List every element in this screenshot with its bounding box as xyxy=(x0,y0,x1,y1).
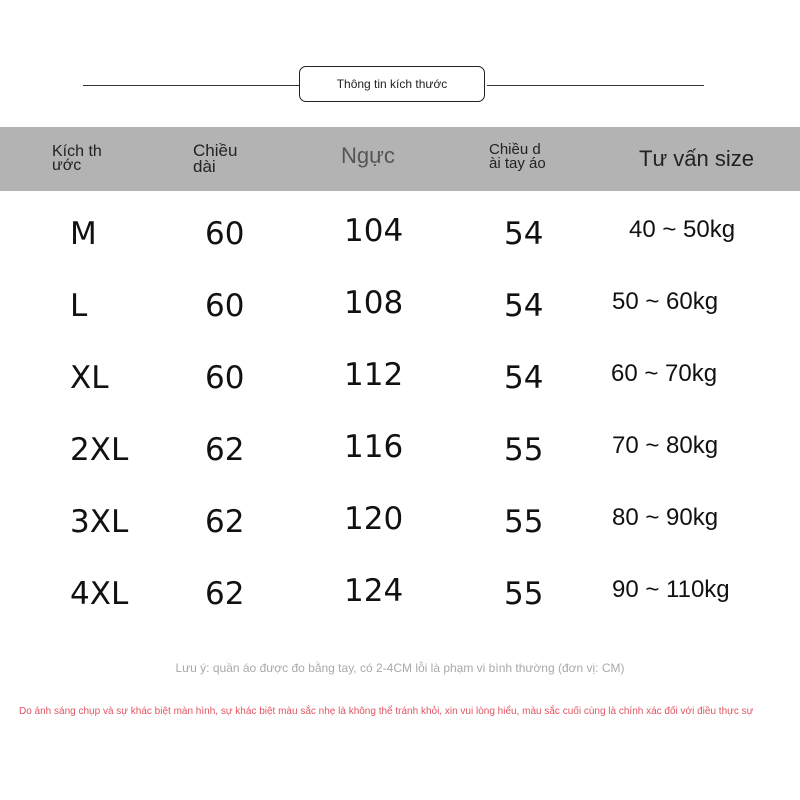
header-size xyxy=(52,145,102,173)
cell-length: 62 xyxy=(205,504,245,540)
cell-length: 60 xyxy=(205,360,245,396)
table-row xyxy=(0,502,800,552)
color-disclaimer: Do ánh sáng chụp và sự khác biệt màn hình, sự khác biệt màu sắc nhẹ là không thể tránh khỏi, xin vui lòng hiểu, màu sắc cuối cùng là chính xác đối với điều thực sự xyxy=(19,706,754,717)
cell-length: 62 xyxy=(205,576,245,612)
table-row xyxy=(0,214,800,264)
header-length-line1: Chiều xyxy=(193,141,238,160)
cell-chest: 104 xyxy=(344,213,404,249)
table-row xyxy=(0,358,800,408)
header-length-line2: dài xyxy=(193,157,216,176)
measurement-note: Lưu ý: quần áo được đo bằng tay, có 2-4CM lỗi là phạm vi bình thường (đơn vị: CM) xyxy=(175,661,625,675)
cell-size: L xyxy=(70,288,88,324)
header-sleeve-line1: Chiều d xyxy=(489,141,541,158)
cell-weight: 70 ~ 80kg xyxy=(612,432,719,459)
header-advice: Tư vấn size xyxy=(639,146,754,171)
cell-size: 3XL xyxy=(70,504,129,540)
title-rule-left xyxy=(83,85,299,86)
table-row xyxy=(0,286,800,336)
cell-weight: 60 ~ 70kg xyxy=(611,360,718,387)
cell-chest: 116 xyxy=(344,429,404,465)
table-row xyxy=(0,574,800,624)
header-size-line2: ước xyxy=(52,157,82,174)
cell-size: XL xyxy=(70,360,109,396)
cell-sleeve: 54 xyxy=(504,360,544,396)
cell-weight: 40 ~ 50kg xyxy=(629,216,736,243)
cell-size: 4XL xyxy=(70,576,129,612)
cell-chest: 108 xyxy=(344,285,404,321)
cell-weight: 90 ~ 110kg xyxy=(612,576,730,603)
cell-size: 2XL xyxy=(70,432,129,468)
header-length xyxy=(193,143,237,175)
cell-chest: 124 xyxy=(344,573,404,609)
cell-sleeve: 55 xyxy=(504,504,544,540)
table-row xyxy=(0,430,800,480)
title-rule-right xyxy=(487,85,704,86)
cell-size: M xyxy=(70,216,97,252)
cell-length: 60 xyxy=(205,288,245,324)
cell-length: 62 xyxy=(205,432,245,468)
cell-chest: 112 xyxy=(344,357,404,393)
cell-length: 60 xyxy=(205,216,245,252)
cell-weight: 50 ~ 60kg xyxy=(612,288,719,315)
cell-weight: 80 ~ 90kg xyxy=(612,504,719,531)
header-sleeve xyxy=(489,143,546,171)
page-title: Thông tin kích thước xyxy=(299,66,485,102)
header-size-line1: Kích th xyxy=(52,143,102,160)
cell-sleeve: 54 xyxy=(504,216,544,252)
cell-sleeve: 54 xyxy=(504,288,544,324)
header-chest: Ngực xyxy=(341,143,395,168)
table-header xyxy=(0,127,800,191)
cell-chest: 120 xyxy=(344,501,404,537)
cell-sleeve: 55 xyxy=(504,576,544,612)
cell-sleeve: 55 xyxy=(504,432,544,468)
header-sleeve-line2: ài tay áo xyxy=(489,155,546,172)
